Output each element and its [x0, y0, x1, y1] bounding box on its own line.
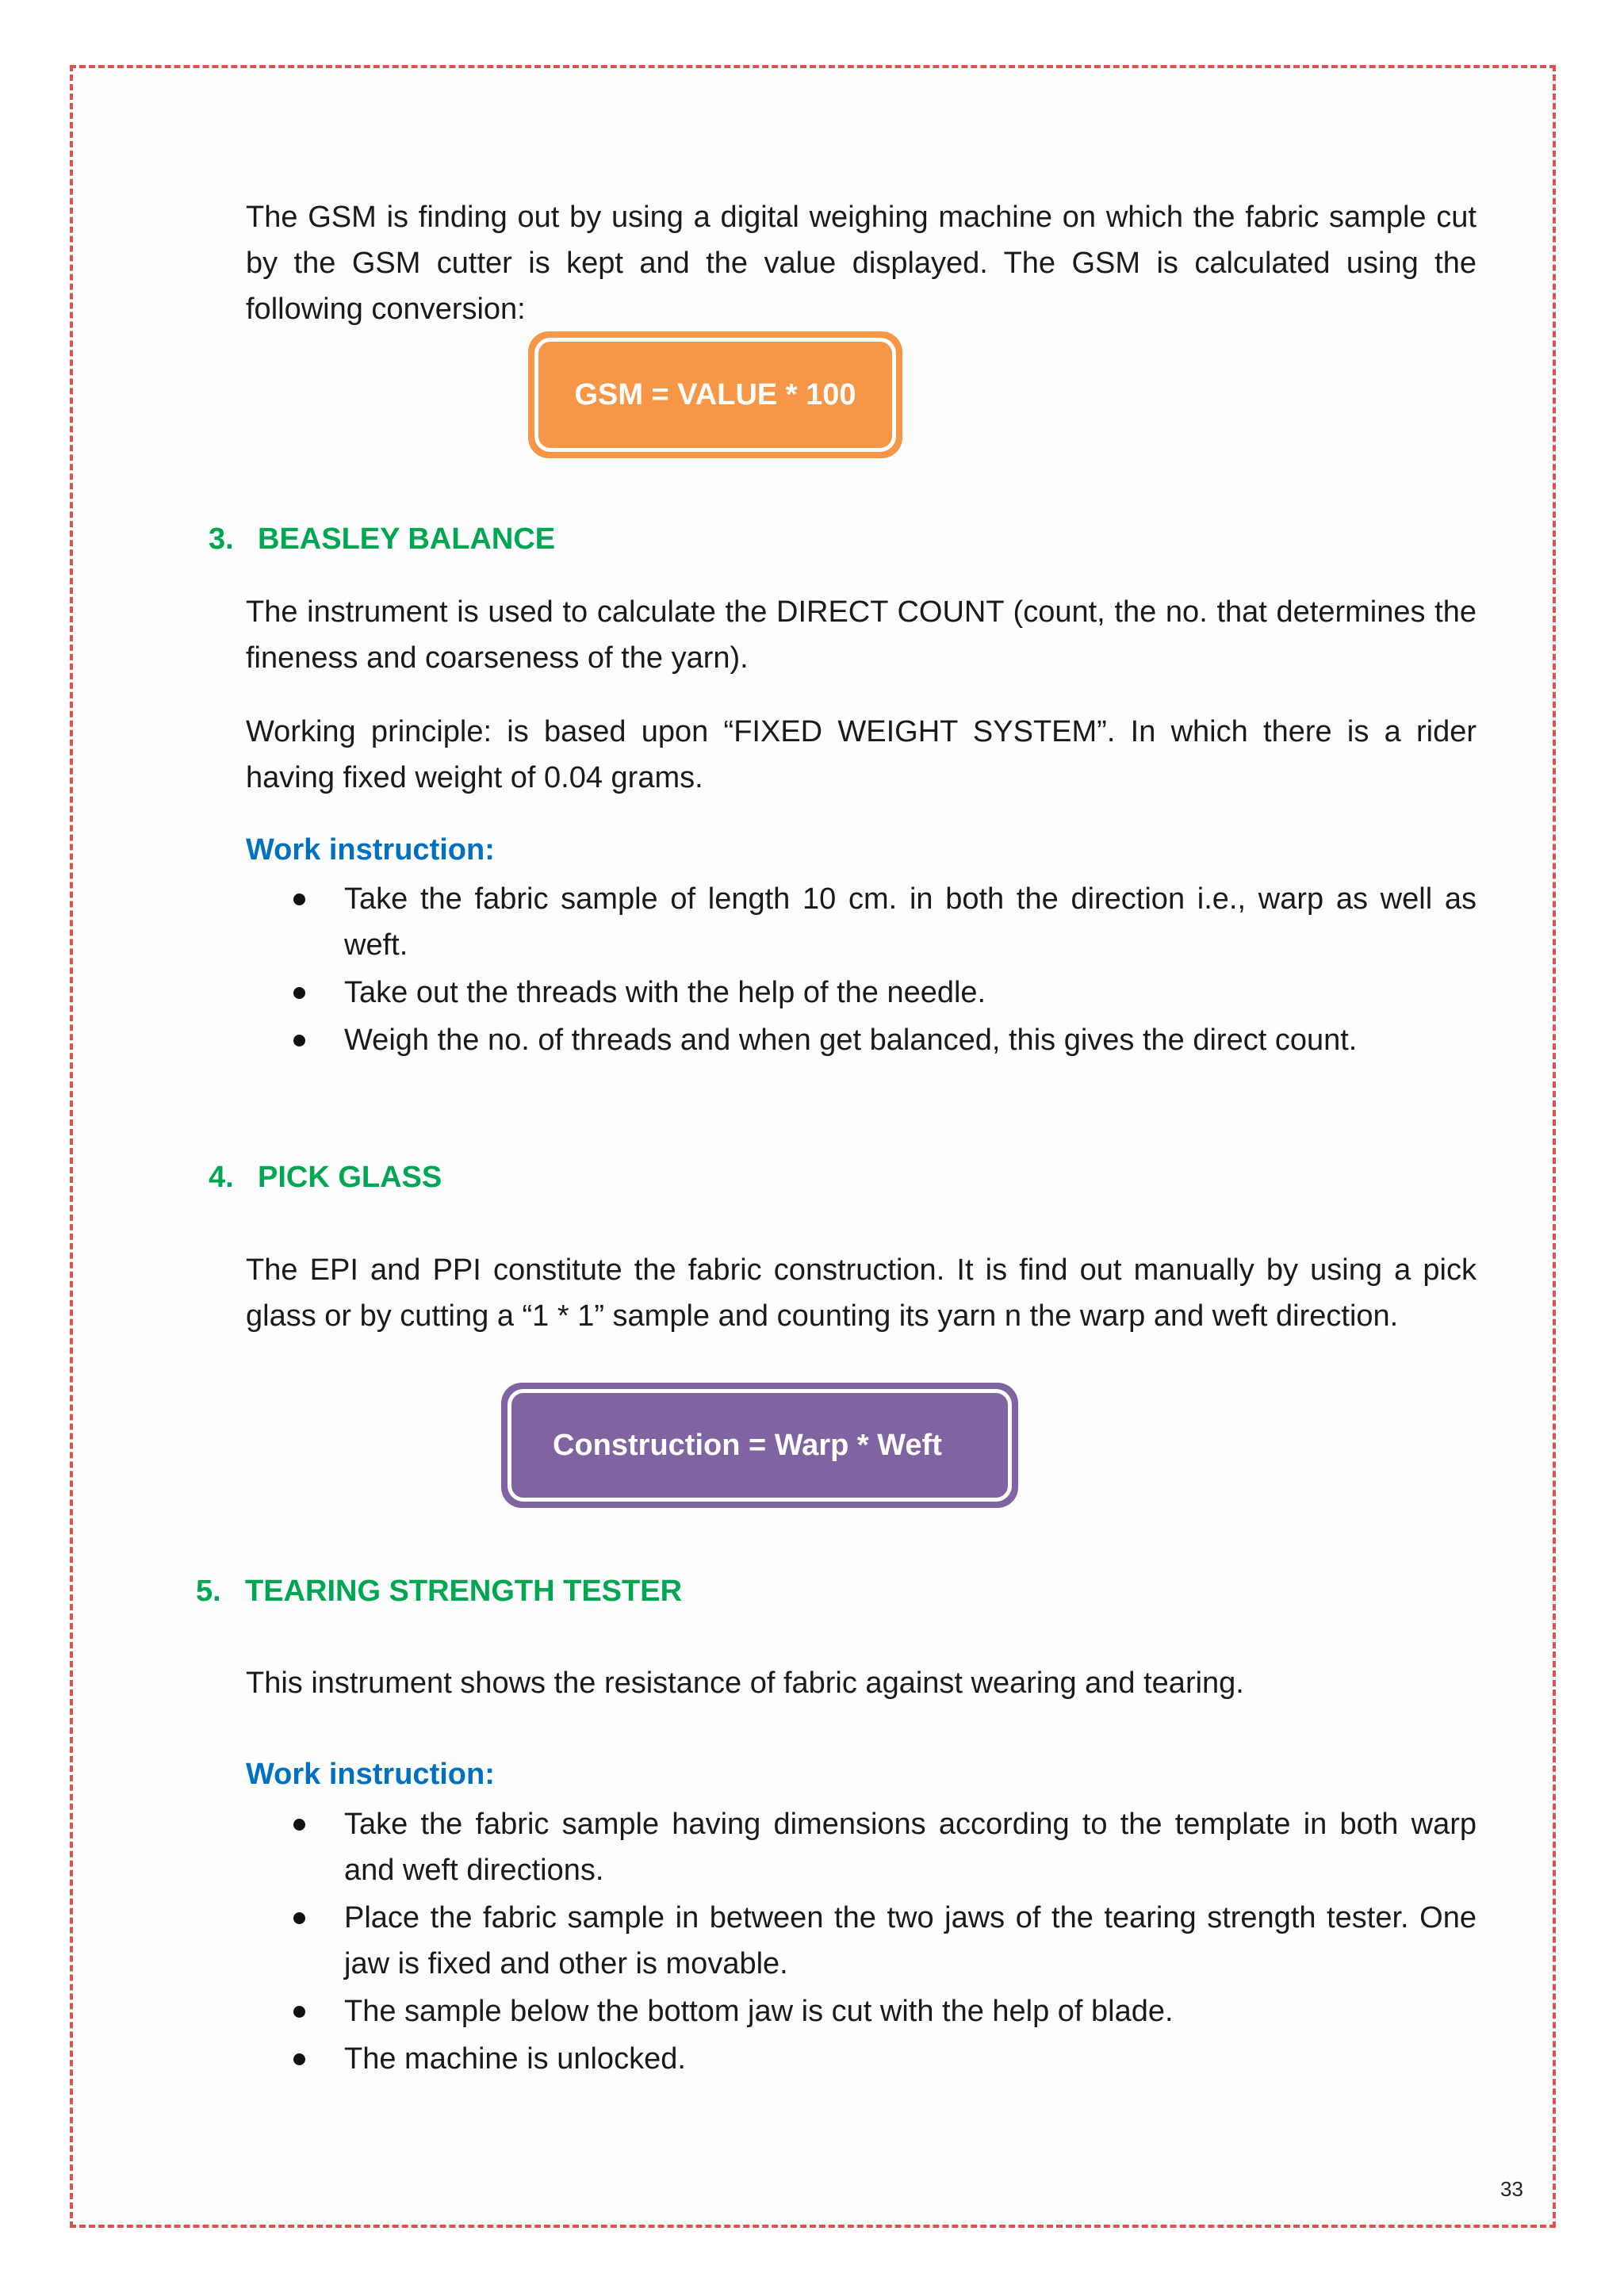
section-5-title: TEARING STRENGTH TESTER — [245, 1575, 683, 1608]
construction-formula: Construction = Warp * Weft — [508, 1389, 1012, 1502]
section-3-title: BEASLEY BALANCE — [258, 522, 556, 556]
section-4-paragraph: The EPI and PPI constitute the fabric construction. It is find out manually by using a pick glass or by cutting a “1 * 1” sample and counting its yarn n the warp and weft direction. — [246, 1253, 1477, 1333]
list-item: The machine is unlocked. — [293, 2036, 1477, 2082]
section-3-work-instruction-label: Work instruction: — [246, 833, 495, 867]
section-3-paragraph-1: The instrument is used to calculate the DIRECT COUNT (count, the no. that determines the fineness and coarseness of the yarn). — [246, 595, 1477, 675]
list-item: Take the fabric sample of length 10 cm. in both the direction i.e., warp as well as weft. — [293, 876, 1477, 968]
page-number: 33 — [1500, 2177, 1523, 2201]
section-3-heading — [209, 519, 555, 559]
section-3-number: 3. — [209, 522, 234, 556]
section-4-number: 4. — [209, 1161, 234, 1194]
section-5-number: 5. — [196, 1575, 221, 1608]
section-5-heading — [196, 1571, 682, 1611]
section-3-bullet-list — [293, 876, 1477, 1065]
gsm-formula-box — [528, 331, 902, 458]
section-5-paragraph: This instrument shows the resistance of fabric against wearing and tearing. — [246, 1667, 1244, 1700]
intro-paragraph: The GSM is finding out by using a digital weighing machine on which the fabric sample cut by the GSM cutter is kept and the value displayed. The GSM is calculated using the following conversion: — [246, 201, 1477, 326]
section-4-title: PICK GLASS — [258, 1161, 442, 1194]
construction-formula-box — [501, 1383, 1018, 1508]
section-3-paragraph-2: Working principle: is based upon “FIXED WEIGHT SYSTEM”. In which there is a rider having fixed weight of 0.04 grams. — [246, 715, 1477, 794]
section-4-heading — [209, 1158, 442, 1197]
gsm-formula: GSM = VALUE * 100 — [534, 338, 896, 452]
section-5-bullet-list — [293, 1801, 1477, 2084]
list-item: Place the fabric sample in between the two jaws of the tearing strength tester. One jaw is fixed and other is movable. — [293, 1895, 1477, 1987]
list-item: The sample below the bottom jaw is cut with the help of blade. — [293, 1988, 1477, 2034]
list-item: Take out the threads with the help of the needle. — [293, 970, 1477, 1016]
list-item: Weigh the no. of threads and when get balanced, this gives the direct count. — [293, 1017, 1477, 1063]
section-5-work-instruction-label: Work instruction: — [246, 1758, 495, 1791]
list-item: Take the fabric sample having dimensions according to the template in both warp and weft directions. — [293, 1801, 1477, 1893]
